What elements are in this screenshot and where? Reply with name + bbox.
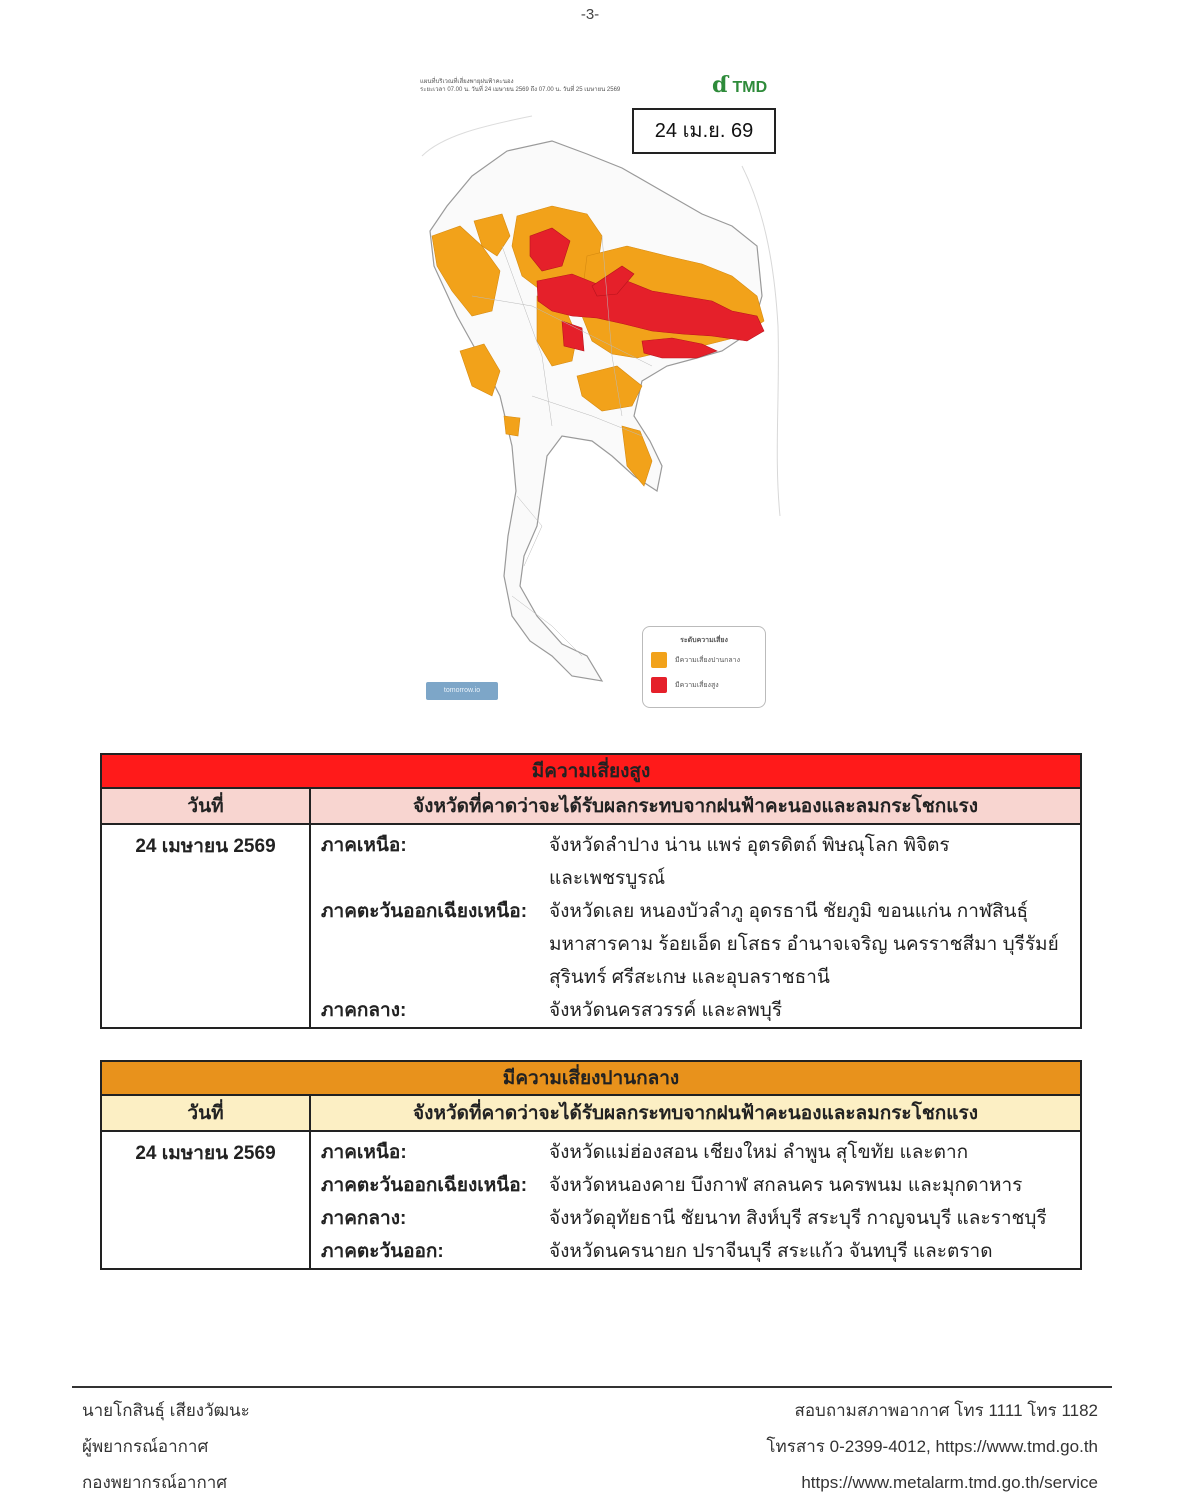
region-name: ภาคกลาง: [321, 1000, 407, 1021]
table-row [101, 1131, 1081, 1269]
legend-label-high: มีความเสี่ยงสูง [675, 681, 719, 689]
tmd-logo-text: TMD [732, 79, 768, 96]
region-name: ภาคตะวันออก: [321, 1241, 444, 1262]
medium-risk-title: มีความเสี่ยงปานกลาง [101, 1061, 1081, 1095]
region-central [321, 994, 1080, 1027]
forecaster-division: กองพยากรณ์อากาศ [82, 1473, 228, 1492]
high-risk-title: มีความเสี่ยงสูง [101, 754, 1081, 788]
page-number: -3- [580, 6, 600, 23]
map-neighbor-border [742, 166, 780, 516]
risk-map [412, 66, 784, 714]
legend-item-high [651, 677, 757, 693]
high-risk-date: 24 เมษายน 2569 [101, 824, 310, 1028]
region-provinces-cont: สุรินทร์ ศรีสะเกษ และอุบลราชธานี [549, 967, 830, 988]
region-provinces-cont: และเพชรบูรณ์ [549, 868, 666, 889]
region-provinces: จังหวัดลำปาง น่าน แพร่ อุตรดิตถ์ พิษณุโลก พิจิตร [549, 835, 950, 856]
region-provinces: จังหวัดเลย หนองบัวลำภู อุดรธานี ชัยภูมิ ขอนแก่น กาฬสินธุ์ [549, 901, 1029, 922]
map-header-title: แผนที่บริเวณที่เสี่ยงพายุฝนฟ้าคะนอง [420, 79, 514, 85]
map-header-period: ระยะเวลา 07.00 น. วันที่ 24 เมษายน 2569 ถึง 07.00 น. วันที่ 25 เมษายน 2569 [420, 87, 621, 93]
legend-swatch-high [651, 677, 667, 693]
region-provinces: จังหวัดอุทัยธานี ชัยนาท สิงห์บุรี สระบุรี กาญจนบุรี และราชบุรี [549, 1208, 1047, 1229]
medium-risk-table [100, 1060, 1082, 1270]
region-provinces: จังหวัดหนองคาย บึงกาฬ สกลนคร นครพนม และมุกดาหาร [549, 1175, 1023, 1196]
region-name: ภาคตะวันออกเฉียงเหนือ: [321, 1175, 528, 1196]
high-risk-regions [310, 824, 1081, 1028]
footer-contact [766, 1393, 1098, 1501]
tmd-logo [712, 72, 767, 98]
region-name: ภาคกลาง: [321, 1208, 407, 1229]
region-provinces-cont: มหาสารคาม ร้อยเอ็ด ยโสธร อำนาจเจริญ นครราชสีมา บุรีรัมย์ [549, 934, 1059, 955]
contact-service-link[interactable]: https://www.metalarm.tmd.go.th/service [801, 1473, 1098, 1492]
region-name: ภาคเหนือ: [321, 1142, 407, 1163]
tmd-logo-icon: ɗ [712, 72, 729, 98]
region-northeast [321, 1169, 1080, 1202]
region-name: ภาคเหนือ: [321, 835, 407, 856]
region-north [321, 829, 1080, 862]
legend-label-medium: มีความเสี่ยงปานกลาง [675, 656, 740, 664]
footer-divider [72, 1386, 1112, 1388]
high-risk-col-date: วันที่ [101, 788, 310, 824]
legend-swatch-medium [651, 652, 667, 668]
region-provinces: จังหวัดนครสวรรค์ และลพบุรี [549, 1000, 783, 1021]
map-date-box: 24 เม.ย. 69 [632, 108, 776, 154]
region-east [321, 1235, 1080, 1268]
medium-risk-regions [310, 1131, 1081, 1269]
medium-risk-date: 24 เมษายน 2569 [101, 1131, 310, 1269]
region-name: ภาคตะวันออกเฉียงเหนือ: [321, 901, 528, 922]
region-central [321, 1202, 1080, 1235]
legend-item-medium [651, 652, 757, 668]
map-area-medium [504, 416, 520, 436]
region-provinces: จังหวัดแม่ฮ่องสอน เชียงใหม่ ลำพูน สุโขทัย และตาก [549, 1142, 969, 1163]
contact-phone: สอบถามสภาพอากาศ โทร 1111 โทร 1182 [794, 1401, 1098, 1420]
medium-risk-col-provinces: จังหวัดที่คาดว่าจะได้รับผลกระทบจากฝนฟ้าคะนองและลมกระโชกแรง [310, 1095, 1081, 1131]
legend-title: ระดับความเสี่ยง [680, 637, 728, 644]
map-legend [642, 626, 766, 708]
region-provinces: จังหวัดนครนายก ปราจีนบุรี สระแก้ว จันทบุรี และตราด [549, 1241, 993, 1262]
region-northeast [321, 895, 1080, 928]
forecaster-name: นายโกสินธุ์ เสียงวัฒนะ [82, 1401, 250, 1420]
footer-forecaster [82, 1393, 250, 1501]
high-risk-table [100, 753, 1082, 1029]
medium-risk-col-date: วันที่ [101, 1095, 310, 1131]
table-row [101, 824, 1081, 1028]
map-header [420, 78, 710, 94]
forecaster-title: ผู้พยากรณ์อากาศ [82, 1437, 209, 1456]
region-north [321, 1136, 1080, 1169]
map-credit-logo: tomorrow.io [426, 682, 498, 700]
high-risk-col-provinces: จังหวัดที่คาดว่าจะได้รับผลกระทบจากฝนฟ้าคะนองและลมกระโชกแรง [310, 788, 1081, 824]
contact-fax-website[interactable]: โทรสาร 0-2399-4012, https://www.tmd.go.th [766, 1437, 1098, 1456]
thailand-map [412, 96, 784, 686]
